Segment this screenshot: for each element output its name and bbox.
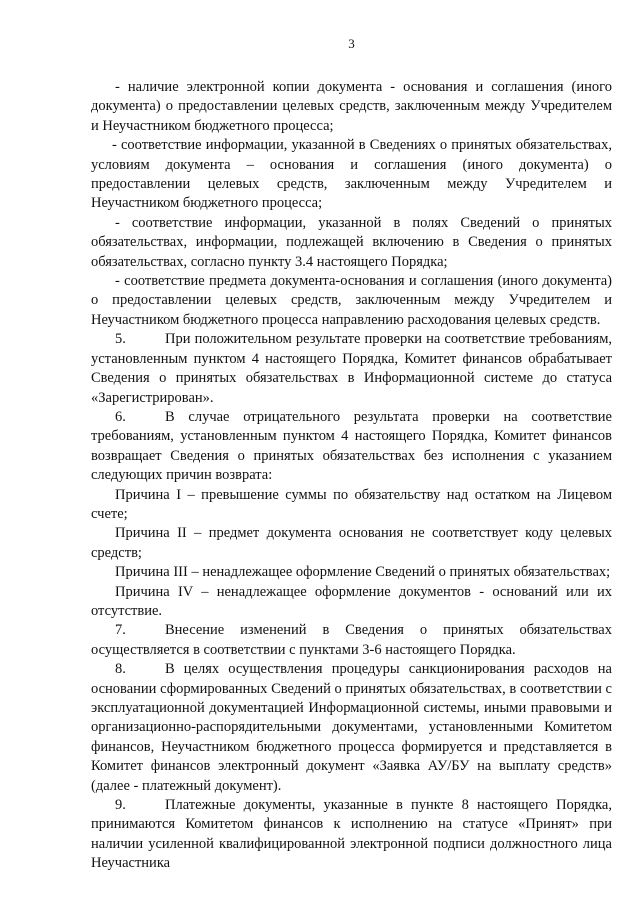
page-number: 3 (348, 36, 355, 51)
item-number: 6. (115, 408, 126, 425)
item-number: 8. (115, 661, 126, 678)
item-number: 5. (115, 331, 126, 348)
paragraph-info-compliance: - соответствие информации, указанной в Сведениях о принятых обязательствах, условиям документа – основания и соглашения (иного документа) о предоставлении целевых средств, заключенным между Учредителем и Неучастником бюджетного процесса; (91, 137, 612, 212)
reason-2: Причина II – предмет документа основания не соответствует коду целевых средств; (91, 525, 612, 561)
numbered-item-9 (91, 796, 612, 874)
item-number: 7. (115, 622, 126, 639)
numbered-item-7 (91, 621, 612, 660)
numbered-item-5 (91, 330, 612, 408)
paragraph-subject-compliance: - соответствие предмета документа-основания и соглашения (иного документа) о предоставлении целевых средств, заключенным между Учредителем и Неучастником бюджетного процесса направлению расходования целевых средств. (91, 273, 612, 328)
reason-3: Причина III – ненадлежащее оформление Сведений о принятых обязательствах; (115, 564, 611, 581)
item-text: В целях осуществления процедуры санкционирования расходов на основании сформированных Сведений о принятых обязательствах, в соответствии с эксплуатационной документацией Информационной системы, иными правовыми и организационно-распорядительными документами, установленными Комитетом финансов, Неучастником бюджетного процесса формируется и представляется в Комитет финансов электронный документ «Заявка АУ/БУ на выплату средств» (далее - платежный документ). (91, 661, 612, 794)
numbered-item-8 (91, 660, 612, 796)
reason-1: Причина I – превышение суммы по обязательству над остатком на Лицевом счете; (91, 486, 612, 522)
item-text: Внесение изменений в Сведения о принятых обязательствах осуществляется в соответствии с пунктами 3-6 настоящего Порядка. (91, 622, 612, 658)
item-text: В случае отрицательного результата проверки на соответствие требованиям, установленным пунктом 4 настоящего Порядка, Комитет финансов возвращает Сведения о принятых обязательствах без исполнения с указанием следующих причин возврата: (91, 408, 612, 484)
paragraph-electronic-copy: - наличие электронной копии документа - основания и соглашения (иного документа) о предоставлении целевых средств, заключенным между Учредителем и Неучастником бюджетного процесса; (91, 79, 612, 134)
item-text: При положительном результате проверки на соответствие требованиям, установленным пунктом 4 настоящего Порядка, Комитет финансов обрабатывает Сведения о принятых обязательствах в Информационной системе до статуса «Зарегистрирован». (91, 331, 612, 406)
item-text: Платежные документы, указанные в пункте 8 настоящего Порядка, принимаются Комитетом финансов к исполнению на статусе «Принят» при наличии усиленной квалифицированной электронной подписи должностного лица Неучастника (91, 797, 612, 872)
item-number: 9. (115, 797, 126, 814)
paragraph-fields-compliance: - соответствие информации, указанной в полях Сведений о принятых обязательствах, информации, подлежащей включению в Сведения о принятых обязательствах, согласно пункту 3.4 настоящего Порядка; (91, 214, 612, 270)
reason-4: Причина IV – ненадлежащее оформление документов - оснований или их отсутствие. (91, 583, 612, 619)
numbered-item-6 (91, 408, 612, 486)
